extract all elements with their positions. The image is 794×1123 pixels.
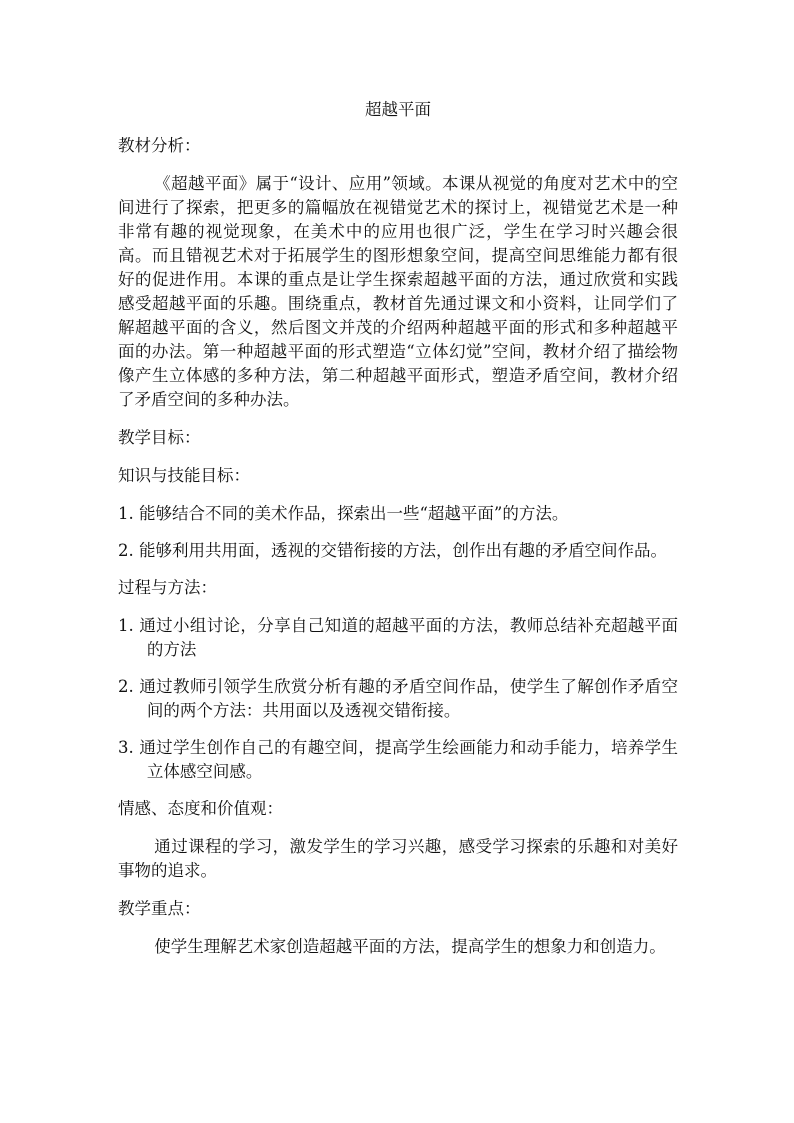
attitude-heading: 情感、态度和价值观：	[118, 799, 283, 818]
document-page	[118, 98, 678, 973]
goals-heading: 教学目标：	[118, 428, 201, 447]
process-item-3: 3. 通过学生创作自己的有趣空间，提高学生绘画能力和动手能力，培养学生立体感空间感。	[118, 738, 678, 781]
knowledge-heading: 知识与技能目标：	[118, 466, 250, 485]
focus-heading: 教学重点：	[118, 899, 201, 918]
analysis-paragraph: 《超越平面》属于“设计、应用”领域。本课从视觉的角度对艺术中的空间进行了探索，把更多的篇幅放在视错觉艺术的探讨上，视错觉艺术是一种非常有趣的视觉现象，在美术中的应用也很广泛，学生在学习时兴趣会很高。而且错视艺术对于拓展学生的图形想象空间，提高空间思维能力都有很好的促进作用。本课的重点是让学生探索超越平面的方法，通过欣赏和实践感受超越平面的乐趣。围绕重点，教材首先通过课文和小资料，让同学们了解超越平面的含义，然后图文并茂的介绍两种超越平面的形式和多种超越平面的办法。第一种超越平面的形式塑造“立体幻觉”空间，教材介绍了描绘物像产生立体感的多种方法，第二种超越平面形式，塑造矛盾空间，教材介绍了矛盾空间的多种办法。	[118, 174, 678, 409]
attitude-paragraph: 通过课程的学习，激发学生的学习兴趣，感受学习探索的乐趣和对美好事物的追求。	[118, 837, 678, 880]
process-item-1: 1. 通过小组讨论，分享自己知道的超越平面的方法，教师总结补充超越平面的方法	[118, 616, 678, 659]
process-heading: 过程与方法：	[118, 578, 217, 597]
document-title: 超越平面	[365, 100, 431, 119]
analysis-heading: 教材分析：	[118, 136, 201, 155]
knowledge-item-2: 2. 能够利用共用面，透视的交错衔接的方法，创作出有趣的矛盾空间作品。	[118, 541, 667, 560]
knowledge-item-1: 1. 能够结合不同的美术作品，探索出一些“超越平面”的方法。	[118, 504, 569, 523]
process-item-2: 2. 通过教师引领学生欣赏分析有趣的矛盾空间作品，使学生了解创作矛盾空间的两个方法：共用面以及透视交错衔接。	[118, 677, 678, 720]
focus-paragraph: 使学生理解艺术家创造超越平面的方法，提高学生的想象力和创造力。	[154, 937, 666, 956]
